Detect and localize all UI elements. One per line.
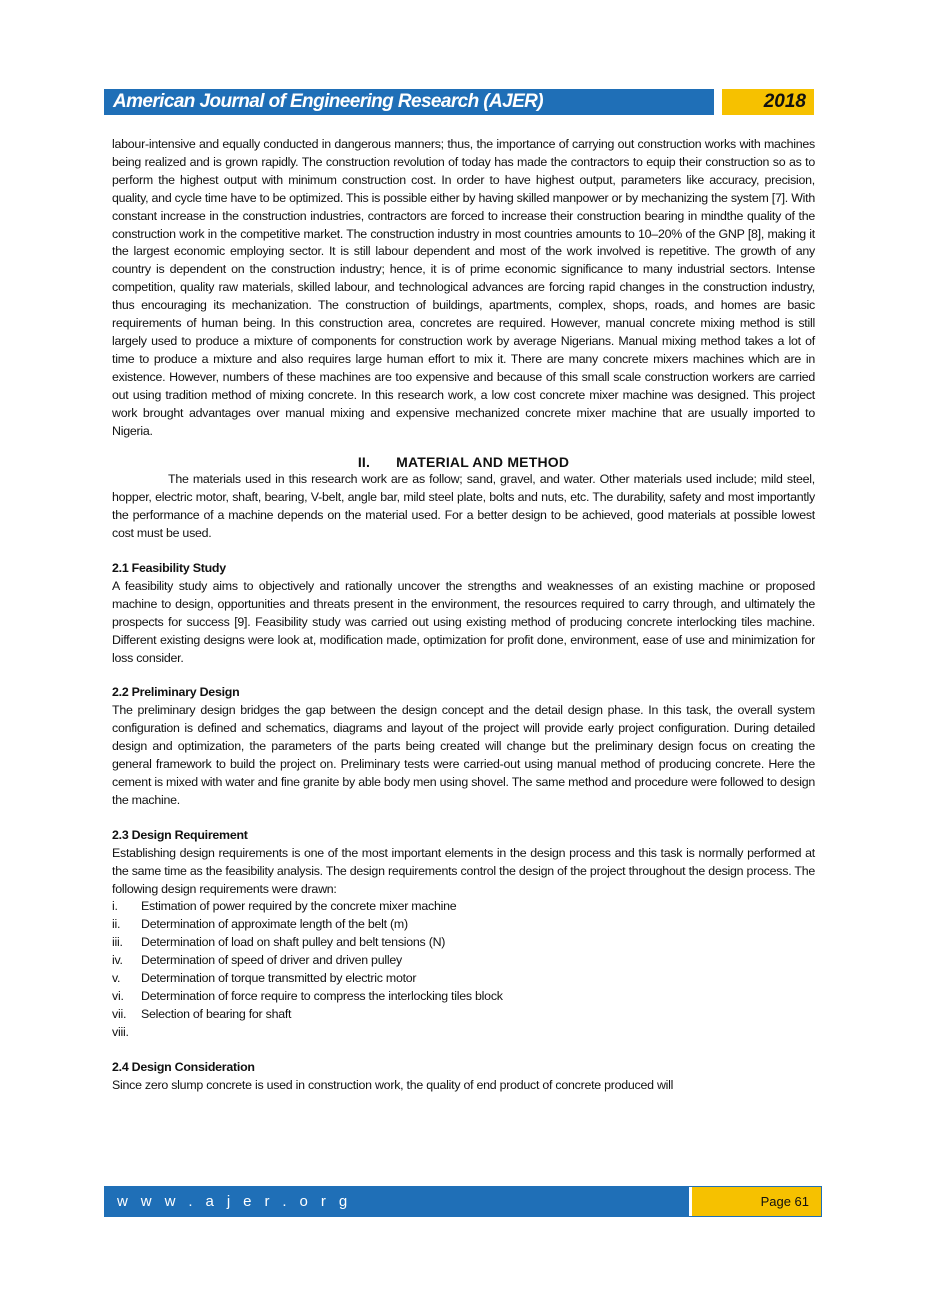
section-paragraph: The materials used in this research work are as follow; sand, gravel, and water. Other materials used include; mild steel, hopper, electric motor, shaft, bearing, V-belt, angle bar, mild steel plate, bolts and nuts, etc. The durability, safety and most importantly the performance of a machine depends on the material used. For a better design to be achieved, good materials at possible lowest cost must be used.	[112, 472, 815, 541]
list-item-text: Determination of force require to compress the interlocking tiles block	[141, 988, 503, 1003]
subsection-text-requirement: Establishing design requirements is one of the most important elements in the design process and this task is normally performed at the same time as the feasibility analysis. The design requirements control the design of the project throughout the design process. The following design requirements were drawn:	[112, 845, 815, 896]
list-item	[112, 1006, 815, 1024]
subsection-text-feasibility: A feasibility study aims to objectively and rationally uncover the strengths and weaknesses of an existing machine or proposed machine to design, opportunities and threats present in the environment, the resources required to carry through, and ultimately the prospects for success [9]. Feasibility study was carried out using existing method of producing concrete interlocking tiles machine. Different existing designs were look at, modification made, optimization for profit done, environment, ease of use and minimization for loss consider.	[112, 578, 815, 665]
list-item	[112, 898, 815, 916]
page-number: Page 61	[692, 1187, 821, 1216]
subsection-text-preliminary: The preliminary design bridges the gap between the design concept and the detail design phase. In this task, the overall system configuration is defined and schematics, diagrams and layout of the project will provide early project configuration. During detailed design and optimization, the parameters of the parts being created will change but the preliminary design focus on creating the general framework to build the project on. Preliminary tests were carried-out using manual method of producing concrete. Here the cement is mixed with water and fine granite by able body men using shovel. The same method and procedure were followed to design the machine.	[112, 703, 815, 807]
list-item	[112, 934, 815, 952]
list-item	[112, 952, 815, 970]
subsection-heading-requirement: 2.3 Design Requirement	[112, 827, 248, 842]
section-title: MATERIAL AND METHOD	[396, 454, 570, 471]
subsection-heading-consideration: 2.4 Design Consideration	[112, 1059, 255, 1074]
list-item	[112, 988, 815, 1006]
list-numeral: viii.	[112, 1024, 129, 1039]
requirements-list	[112, 898, 815, 1041]
journal-header	[104, 89, 814, 115]
list-numeral: iv.	[112, 953, 123, 968]
subsection-heading-feasibility: 2.1 Feasibility Study	[112, 561, 226, 576]
page-footer	[104, 1186, 822, 1217]
list-numeral: v.	[112, 971, 121, 986]
list-item-text: Determination of load on shaft pulley and belt tensions (N)	[141, 935, 446, 950]
list-item	[112, 970, 815, 988]
list-item	[112, 916, 815, 934]
list-item-text: Determination of torque transmitted by electric motor	[141, 971, 417, 986]
list-item-text: Selection of bearing for shaft	[141, 1006, 292, 1021]
journal-title: American Journal of Engineering Research (AJER)	[104, 89, 714, 115]
subsection-text-consideration: Since zero slump concrete is used in construction work, the quality of end product of concrete produced will	[112, 1077, 674, 1092]
subsection-heading-preliminary: 2.2 Preliminary Design	[112, 685, 240, 700]
list-numeral: i.	[112, 899, 118, 914]
list-item	[112, 1024, 815, 1042]
section-number: II.	[357, 454, 371, 471]
list-item-text: Estimation of power required by the concrete mixer machine	[141, 899, 457, 914]
section-heading	[112, 454, 815, 471]
list-numeral: vi.	[112, 988, 124, 1003]
article-body	[112, 136, 815, 1095]
intro-paragraph: labour-intensive and equally conducted in dangerous manners; thus, the importance of carrying out construction works with machines being realized and is grown rapidly. The construction revolution of today has made the contractors to equip their construction so as to perform the highest output with minimum construction cost. In order to have highest output, parameters like accuracy, precision, quality, and cycle time have to be optimized. This is possible either by having skilled manpower or by mechanizing the system [7]. With constant increase in the construction industries, contractors are forced to increase their construction bearing in mindthe quality of the construction work in the competitive market. The construction industry in most countries amounts to 10–20% of the GNP [8], making it the largest economic employing sector. It is still labour dependent and most of the work involved is repetitive. The growth of any country is dependent on the construction industry; hence, it is of prime economic significance to many industrial sectors. Intense competition, quality raw materials, skilled labour, and technological advances are forcing rapid changes in the construction industry, thus encouraging its mechanization. The construction of buildings, apartments, complex, shops, roads, and homes are basic requirements of human being. In this construction area, concretes are required. However, manual concrete mixing method is still largely used to produce a mixture of components for construction work by average Nigerians. Manual mixing method takes a lot of time to produce a mixture and also requires large human effort to mix it. There are many concrete mixers machines which are in existence. However, numbers of these machines are too expensive and because of this small scale construction workers are carried out using tradition method of mixing concrete. In this research work, a low cost concrete mixer machine was designed. This project work brought advantages over manual mixing and expensive mechanized concrete mixer machine that are usually imported to Nigeria.	[112, 137, 815, 438]
header-divider	[714, 89, 722, 115]
list-numeral: iii.	[112, 935, 123, 950]
list-numeral: ii.	[112, 917, 121, 932]
journal-url: w w w . a j e r . o r g	[105, 1187, 689, 1216]
list-item-text: Determination of approximate length of the belt (m)	[141, 917, 408, 932]
list-numeral: vii.	[112, 1006, 127, 1021]
publication-year: 2018	[722, 89, 814, 115]
list-item-text: Determination of speed of driver and driven pulley	[141, 953, 402, 968]
